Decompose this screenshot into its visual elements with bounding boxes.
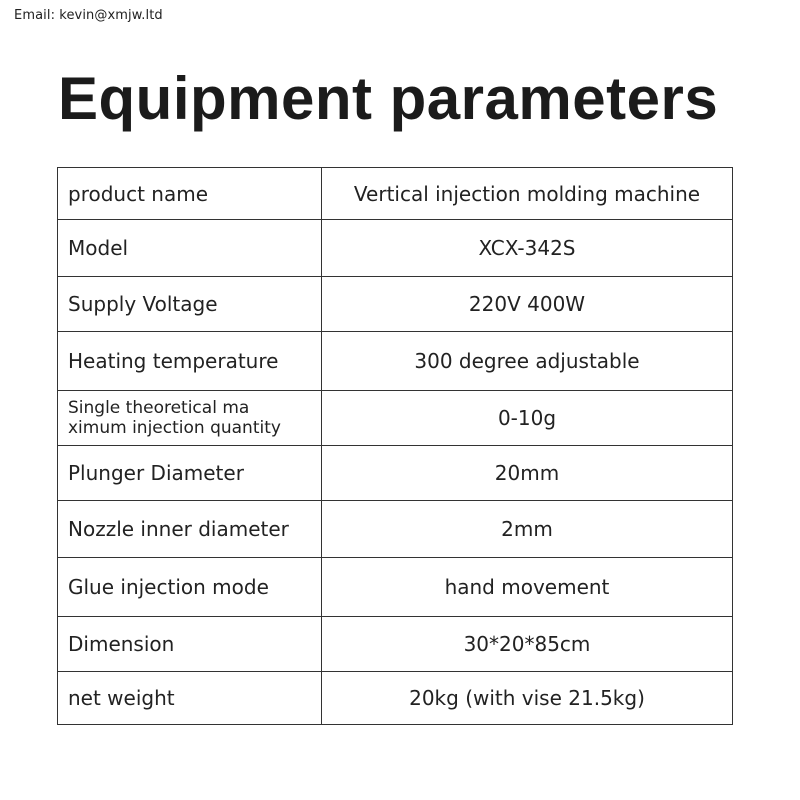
row-value: hand movement	[322, 558, 733, 617]
row-value: 20mm	[322, 446, 733, 501]
row-value: 20kg (with vise 21.5kg)	[322, 672, 733, 725]
row-label: Glue injection mode	[58, 558, 322, 617]
table-row	[58, 558, 733, 617]
row-value: 0-10g	[322, 391, 733, 446]
row-label: Model	[58, 220, 322, 277]
row-label: product name	[58, 168, 322, 220]
row-label: Nozzle inner diameter	[58, 501, 322, 558]
row-value: 300 degree adjustable	[322, 332, 733, 391]
parameters-table	[57, 167, 733, 725]
row-label-line-2: ximum injection quantity	[68, 418, 281, 438]
row-label: Heating temperature	[58, 332, 322, 391]
row-label: Supply Voltage	[58, 277, 322, 332]
row-label: Dimension	[58, 617, 322, 672]
row-label: Plunger Diameter	[58, 446, 322, 501]
row-label: net weight	[58, 672, 322, 725]
page-title: Equipment parameters	[58, 65, 719, 132]
row-value: Vertical injection molding machine	[322, 168, 733, 220]
row-label-line-1: Single theoretical ma	[68, 398, 250, 418]
table-row	[58, 501, 733, 558]
row-value: XCX-342S	[322, 220, 733, 277]
table-row	[58, 277, 733, 332]
table-row	[58, 332, 733, 391]
row-value: 2mm	[322, 501, 733, 558]
row-label	[58, 391, 322, 446]
row-value: 220V 400W	[322, 277, 733, 332]
contact-email: Email: kevin@xmjw.ltd	[14, 8, 163, 23]
table-row	[58, 220, 733, 277]
table-row	[58, 391, 733, 446]
table-row	[58, 672, 733, 725]
table-row	[58, 446, 733, 501]
table-row	[58, 617, 733, 672]
row-value: 30*20*85cm	[322, 617, 733, 672]
table-row	[58, 168, 733, 220]
